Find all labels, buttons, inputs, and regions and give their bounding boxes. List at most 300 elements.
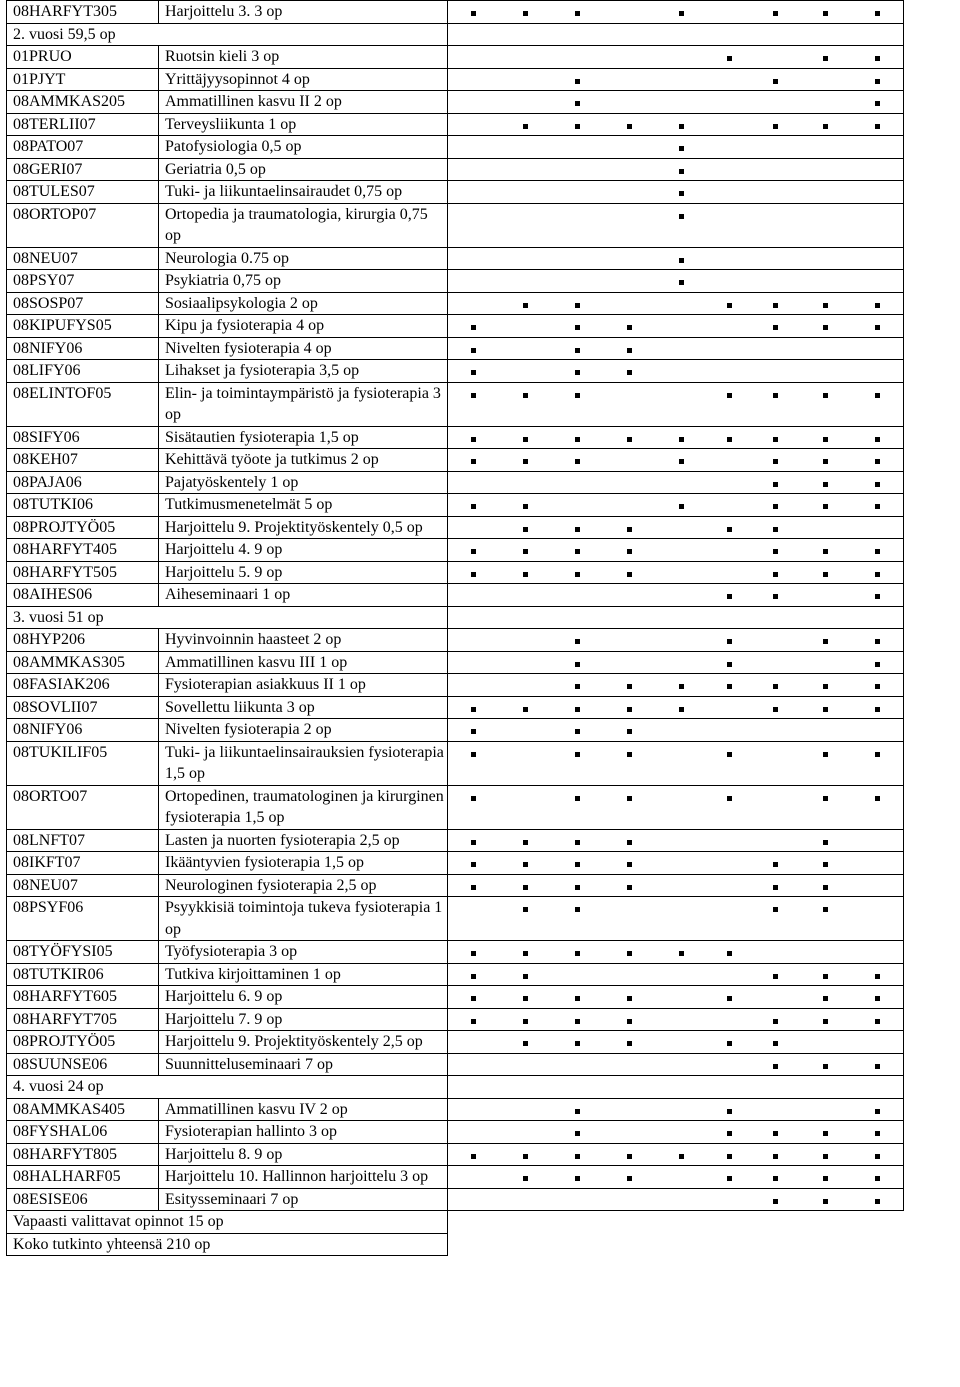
mark-cell [708,874,752,897]
mark-cell [656,1031,708,1054]
mark-cell [852,719,904,742]
mark-cell [552,561,604,584]
course-code: 08TULES07 [7,181,159,204]
mark-cell [708,337,752,360]
mark-dot [471,393,476,398]
course-row [7,337,904,360]
mark-cell [708,696,752,719]
mark-dot [575,662,580,667]
mark-cell [852,674,904,697]
mark-dot [875,1064,880,1069]
course-name: Tutkiva kirjoittaminen 1 op [159,963,448,986]
mark-dot [471,840,476,845]
course-code: 08NEU07 [7,874,159,897]
mark-cell [752,696,800,719]
mark-cell [552,829,604,852]
mark-cell [552,516,604,539]
mark-dot [875,662,880,667]
mark-dot [823,1131,828,1136]
mark-cell [500,785,552,829]
course-code: 08SOSP07 [7,292,159,315]
mark-cell [448,986,500,1009]
mark-cell [604,1,656,24]
mark-dot [773,1154,778,1159]
mark-dot [875,639,880,644]
course-row [7,449,904,472]
mark-cell [604,629,656,652]
course-code: 08HYP206 [7,629,159,652]
course-row [7,629,904,652]
mark-cell [800,741,852,785]
mark-dot [823,707,828,712]
mark-cell [500,247,552,270]
course-row [7,719,904,742]
mark-dot [523,840,528,845]
mark-dot [875,684,880,689]
course-name: Tuki- ja liikuntaelinsairaudet 0,75 op [159,181,448,204]
mark-cell [604,113,656,136]
mark-cell [800,829,852,852]
mark-cell [448,696,500,719]
mark-cell [752,292,800,315]
mark-cell [500,46,552,69]
mark-cell [708,113,752,136]
mark-dot [823,56,828,61]
mark-cell [448,91,500,114]
mark-cell [752,941,800,964]
mark-cell [500,270,552,293]
mark-cell [800,584,852,607]
mark-dot [627,124,632,129]
mark-cell [800,471,852,494]
mark-cell [752,270,800,293]
mark-cell [448,203,500,247]
mark-dot [471,974,476,979]
mark-cell [800,113,852,136]
mark-dot [773,684,778,689]
mark-cell [448,181,500,204]
mark-cell [656,1143,708,1166]
mark-cell [500,741,552,785]
mark-cell [708,674,752,697]
mark-cell [708,785,752,829]
mark-dot [727,527,732,532]
mark-cell [656,963,708,986]
mark-cell [448,270,500,293]
course-code: 08ORTO07 [7,785,159,829]
course-name: Ammatillinen kasvu IV 2 op [159,1098,448,1121]
mark-cell [448,584,500,607]
mark-cell [656,584,708,607]
mark-dot [679,437,684,442]
mark-dot [773,325,778,330]
mark-cell [448,382,500,426]
mark-cell [604,1098,656,1121]
mark-cell [708,1053,752,1076]
mark-dot [627,1041,632,1046]
course-name: Fysioterapian asiakkuus II 1 op [159,674,448,697]
mark-dot [773,303,778,308]
mark-dot [727,951,732,956]
mark-cell [448,46,500,69]
mark-cell [604,292,656,315]
mark-dot [575,796,580,801]
course-row [7,785,904,829]
mark-cell [800,270,852,293]
mark-dot [523,862,528,867]
summary-row [7,1233,904,1256]
course-row [7,1053,904,1076]
mark-cell [800,897,852,941]
mark-dot [575,1176,580,1181]
mark-cell [552,874,604,897]
mark-cell [656,315,708,338]
mark-dot [773,1199,778,1204]
mark-cell [448,852,500,875]
mark-dot [471,1154,476,1159]
mark-cell [552,203,604,247]
mark-dot [523,437,528,442]
mark-cell [500,426,552,449]
mark-cell [708,1031,752,1054]
mark-cell [852,829,904,852]
mark-cell [752,449,800,472]
mark-cell [552,181,604,204]
mark-cell [604,897,656,941]
mark-cell [752,337,800,360]
mark-cell [852,1098,904,1121]
mark-cell [500,113,552,136]
course-row [7,1008,904,1031]
mark-dot [471,437,476,442]
mark-cell [656,852,708,875]
mark-dot [823,437,828,442]
mark-cell [708,741,752,785]
mark-cell [708,1121,752,1144]
mark-cell [500,1008,552,1031]
mark-dot [823,796,828,801]
course-row [7,292,904,315]
mark-cell [800,539,852,562]
mark-dot [773,594,778,599]
course-code: 08HARFYT305 [7,1,159,24]
mark-cell [708,91,752,114]
mark-cell [852,113,904,136]
mark-dot [575,1131,580,1136]
mark-cell [448,874,500,897]
course-row [7,696,904,719]
mark-cell [852,426,904,449]
mark-cell [448,1053,500,1076]
mark-dot [679,169,684,174]
mark-cell [604,674,656,697]
mark-cell [800,247,852,270]
mark-cell [752,539,800,562]
mark-cell [500,584,552,607]
mark-cell [500,158,552,181]
mark-cell [852,91,904,114]
mark-cell [604,785,656,829]
mark-cell [752,494,800,517]
mark-cell [552,539,604,562]
course-name: Harjoittelu 3. 3 op [159,1,448,24]
mark-dot [773,437,778,442]
mark-cell [500,337,552,360]
year-section-label: 2. vuosi 59,5 op [7,23,448,46]
mark-dot [727,303,732,308]
mark-dot [523,907,528,912]
mark-cell [708,494,752,517]
mark-dot [773,572,778,577]
course-name: Ortopedia ja traumatologia, kirurgia 0,75 op [159,203,448,247]
course-code: 08HARFYT405 [7,539,159,562]
mark-cell [752,471,800,494]
mark-cell [852,785,904,829]
course-row [7,494,904,517]
mark-cell [800,181,852,204]
course-name: Terveysliikunta 1 op [159,113,448,136]
mark-cell [852,360,904,383]
mark-cell [604,91,656,114]
mark-dot [679,214,684,219]
mark-dot [773,459,778,464]
course-name: Sisätautien fysioterapia 1,5 op [159,426,448,449]
mark-dot [727,996,732,1001]
mark-cell [852,1121,904,1144]
mark-dot [575,707,580,712]
mark-cell [800,360,852,383]
mark-dot [679,11,684,16]
mark-dot [823,1176,828,1181]
course-code: 08PAJA06 [7,471,159,494]
mark-cell [604,696,656,719]
mark-cell [656,337,708,360]
course-code: 08HALHARF05 [7,1166,159,1189]
mark-cell [448,1188,500,1211]
mark-dot [523,974,528,979]
mark-cell [552,158,604,181]
mark-cell [448,360,500,383]
mark-cell [800,674,852,697]
course-name: Psyykkisiä toimintoja tukeva fysioterapia 1 op [159,897,448,941]
course-row [7,113,904,136]
course-code: 08SOVLII07 [7,696,159,719]
mark-cell [604,1188,656,1211]
mark-cell [500,986,552,1009]
course-name: Harjoittelu 9. Projektityöskentely 2,5 op [159,1031,448,1054]
mark-dot [773,1019,778,1024]
mark-cell [500,941,552,964]
mark-cell [800,1053,852,1076]
mark-cell [800,449,852,472]
mark-dot [575,951,580,956]
course-code: 08LNFT07 [7,829,159,852]
mark-cell [852,292,904,315]
mark-cell [656,785,708,829]
mark-cell [552,46,604,69]
mark-cell [604,1166,656,1189]
mark-cell [752,360,800,383]
mark-dot [773,527,778,532]
mark-cell [552,651,604,674]
mark-cell [552,1008,604,1031]
mark-dot [727,437,732,442]
mark-dot [523,885,528,890]
mark-cell [500,1188,552,1211]
mark-dot [875,1176,880,1181]
mark-dot [679,504,684,509]
year-section-row [7,1076,904,1099]
mark-cell [500,829,552,852]
mark-dot [575,729,580,734]
course-row [7,270,904,293]
course-name: Ikääntyvien fysioterapia 1,5 op [159,852,448,875]
course-code: 08GERI07 [7,158,159,181]
mark-cell [604,270,656,293]
mark-cell [852,68,904,91]
mark-cell [852,337,904,360]
mark-cell [708,292,752,315]
mark-cell [752,1008,800,1031]
mark-dot [679,191,684,196]
mark-cell [500,494,552,517]
mark-cell [604,852,656,875]
course-code: 08TUKILIF05 [7,741,159,785]
course-code: 08LIFY06 [7,360,159,383]
mark-cell [448,136,500,159]
course-name: Kehittävä työote ja tutkimus 2 op [159,449,448,472]
mark-cell [708,829,752,852]
mark-cell [800,494,852,517]
mark-cell [800,382,852,426]
course-code: 08ESISE06 [7,1188,159,1211]
mark-cell [604,874,656,897]
mark-cell [852,986,904,1009]
mark-dot [627,996,632,1001]
mark-dot [523,996,528,1001]
mark-cell [800,963,852,986]
mark-cell [708,963,752,986]
mark-dot [523,124,528,129]
course-name: Ammatillinen kasvu III 1 op [159,651,448,674]
mark-cell [752,1,800,24]
mark-cell [500,852,552,875]
mark-cell [800,158,852,181]
mark-dot [875,1131,880,1136]
course-row [7,1188,904,1211]
mark-dot [471,370,476,375]
mark-dot [875,11,880,16]
course-code: 01PRUO [7,46,159,69]
mark-cell [552,68,604,91]
mark-cell [708,158,752,181]
mark-cell [708,382,752,426]
mark-dot [727,684,732,689]
course-code: 08TYÖFYSI05 [7,941,159,964]
mark-cell [604,741,656,785]
mark-cell [656,382,708,426]
mark-dot [823,885,828,890]
mark-cell [752,584,800,607]
mark-dot [627,707,632,712]
mark-dot [727,1176,732,1181]
mark-dot [823,393,828,398]
mark-cell [752,741,800,785]
mark-dot [875,549,880,554]
mark-dot [627,549,632,554]
mark-cell [500,963,552,986]
course-name: Harjoittelu 5. 9 op [159,561,448,584]
mark-cell [552,1166,604,1189]
mark-dot [575,572,580,577]
course-name: Patofysiologia 0,5 op [159,136,448,159]
mark-cell [852,158,904,181]
mark-cell [604,1121,656,1144]
mark-cell [656,360,708,383]
mark-cell [752,897,800,941]
mark-dot [627,370,632,375]
mark-cell [500,1053,552,1076]
mark-dot [875,79,880,84]
mark-cell [708,1008,752,1031]
mark-cell [800,1,852,24]
course-code: 08PSY07 [7,270,159,293]
course-code: 08AIHES06 [7,584,159,607]
mark-dot [471,996,476,1001]
mark-cell [552,471,604,494]
mark-cell [800,203,852,247]
mark-cell [752,68,800,91]
mark-cell [752,1143,800,1166]
mark-dot [523,707,528,712]
mark-cell [708,203,752,247]
mark-dot [523,527,528,532]
mark-cell [552,382,604,426]
mark-cell [800,986,852,1009]
mark-cell [852,539,904,562]
mark-cell [752,158,800,181]
mark-dot [823,325,828,330]
mark-cell [604,584,656,607]
course-name: Tutkimusmenetelmät 5 op [159,494,448,517]
mark-cell [500,360,552,383]
course-row [7,360,904,383]
summary-blank [448,1233,904,1256]
mark-cell [752,181,800,204]
mark-cell [708,584,752,607]
mark-dot [627,1176,632,1181]
mark-dot [523,393,528,398]
mark-cell [708,629,752,652]
course-code: 08HARFYT705 [7,1008,159,1031]
section-filler [448,23,904,46]
mark-cell [448,315,500,338]
mark-dot [575,303,580,308]
mark-cell [708,719,752,742]
course-name: Sovellettu liikunta 3 op [159,696,448,719]
mark-cell [800,68,852,91]
mark-cell [552,941,604,964]
mark-cell [500,1,552,24]
mark-cell [448,829,500,852]
course-name: Harjoittelu 10. Hallinnon harjoittelu 3 op [159,1166,448,1189]
mark-cell [552,494,604,517]
course-name: Psykiatria 0,75 op [159,270,448,293]
mark-cell [604,158,656,181]
mark-cell [604,829,656,852]
mark-cell [852,203,904,247]
course-row [7,516,904,539]
